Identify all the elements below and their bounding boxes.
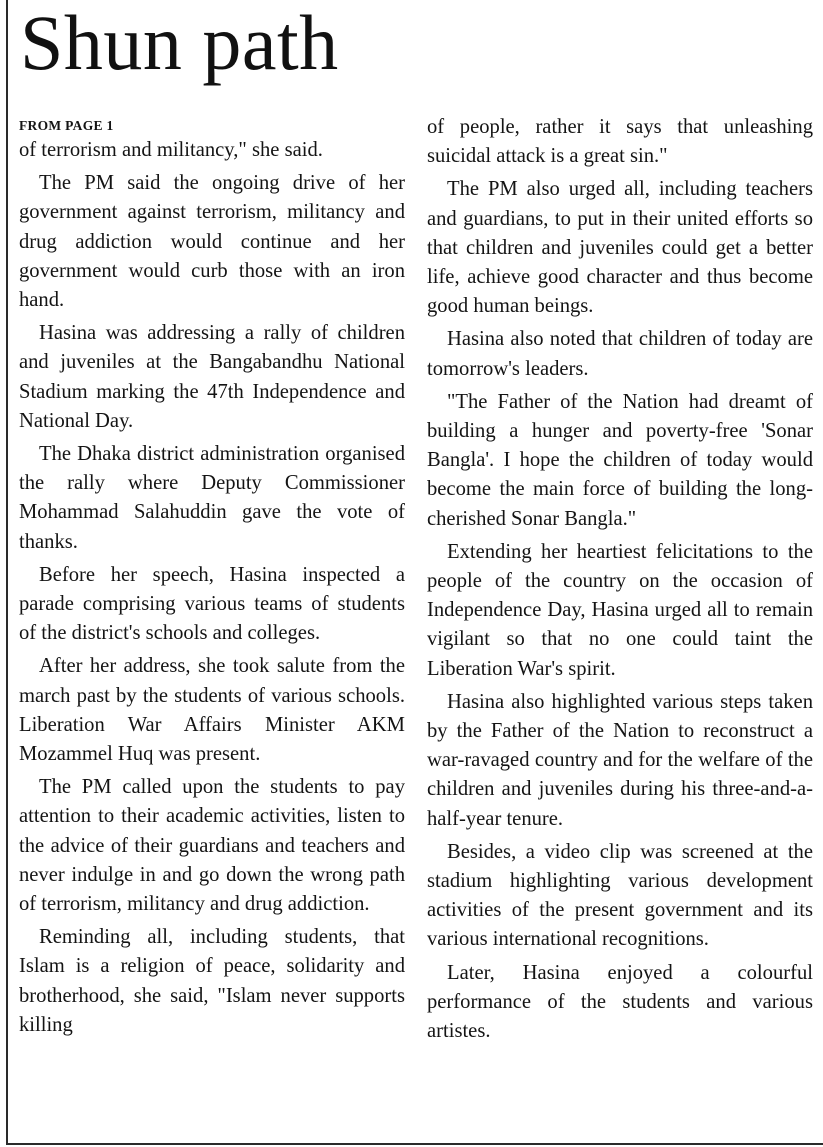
- paragraph: Hasina also highlighted various steps taken by the Father of the Nation to reconstruct a war-ravaged country and for the welfare of the children and juveniles during his three-and-a-half-year tenure.: [427, 690, 813, 830]
- bottom-border-rule: [6, 1143, 823, 1145]
- paragraph: of people, rather it says that unleashing suicidal attack is a great sin.": [427, 116, 813, 168]
- right-column: [427, 113, 813, 1050]
- paragraph: Hasina also noted that children of today are tomorrow's leaders.: [427, 328, 813, 380]
- paragraph: Later, Hasina enjoyed a colourful performance of the students and various artistes.: [427, 961, 813, 1043]
- paragraph: Extending her heartiest felicitations to the people of the country on the occasion of Independence Day, Hasina urged all to remain vigilant so that no one could taint the Liberation War's spirit.: [427, 540, 813, 680]
- paragraph: Reminding all, including students, that Islam is a religion of peace, solidarity and brotherhood, she said, "Islam never supports killing: [19, 926, 405, 1036]
- paragraph: "The Father of the Nation had dreamt of building a hunger and poverty-free 'Sonar Bangla'. I hope the children of today would become the main force of building the long-cherished Sonar Bangla.": [427, 390, 813, 530]
- paragraph: The PM called upon the students to pay attention to their academic activities, listen to the advice of their guardians and teachers and never indulge in and go down the wrong path of terrorism, militancy and drug addiction.: [19, 776, 405, 916]
- paragraph: Hasina was addressing a rally of children and juveniles at the Bangabandhu National Stadium marking the 47th Independence and National Day.: [19, 322, 405, 432]
- paragraph: After her address, she took salute from the march past by the students of various schools. Liberation War Affairs Minister AKM Mozammel Huq was present.: [19, 655, 405, 766]
- left-column: [19, 112, 405, 1044]
- paragraph: The PM also urged all, including teachers and guardians, to put in their united efforts so that children and juveniles could get a better life, achieve good character and thus become good human beings.: [427, 178, 813, 318]
- headline: Shun path: [20, 0, 339, 86]
- paragraph: The PM said the ongoing drive of her government against terrorism, militancy and drug addiction would continue and her government would curb those with an iron hand.: [19, 172, 405, 312]
- paragraph: The Dhaka district administration organised the rally where Deputy Commissioner Mohammad Salahuddin gave the vote of thanks.: [19, 443, 405, 553]
- continuation-kicker: FROM PAGE 1: [19, 118, 114, 133]
- paragraph: Besides, a video clip was screened at the stadium highlighting various development activities of the present government and its various international recognitions.: [427, 840, 813, 951]
- paragraph: Before her speech, Hasina inspected a parade comprising various teams of students of the district's schools and colleges.: [19, 563, 405, 645]
- paragraph: of terrorism and militancy," she said.: [19, 139, 323, 161]
- left-border-rule: [6, 0, 8, 1145]
